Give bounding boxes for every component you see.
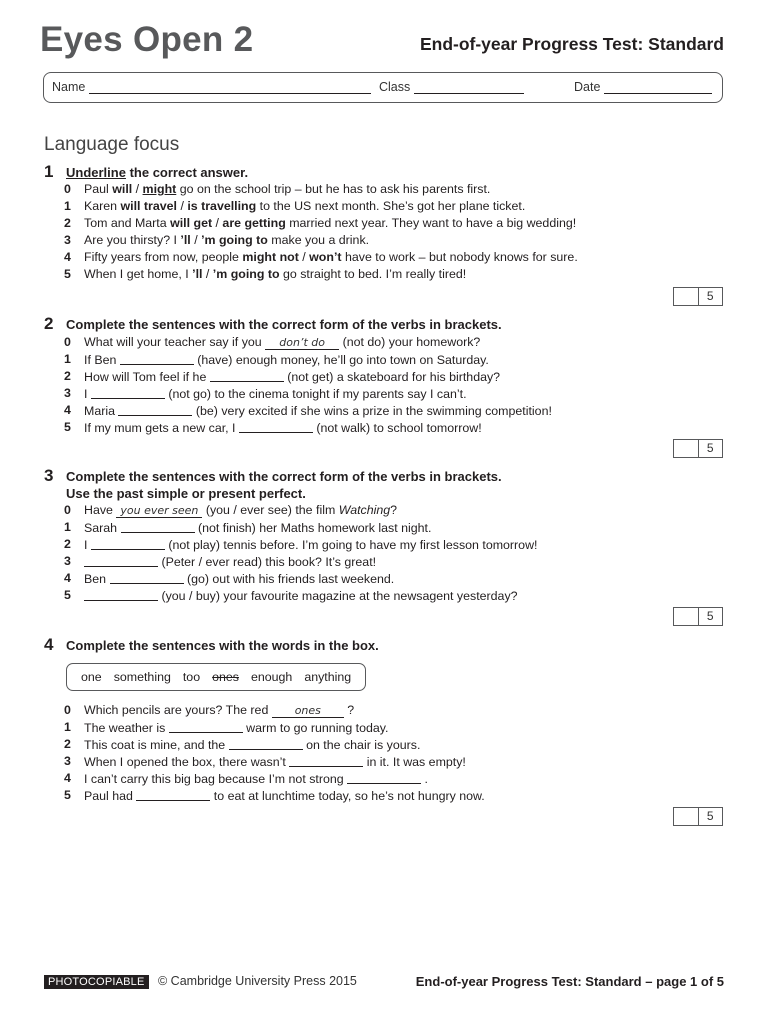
score-entry[interactable]: [674, 288, 698, 305]
class-line[interactable]: [414, 80, 524, 94]
photocopiable-badge: PHOTOCOPIABLE: [44, 975, 149, 989]
item-number: 3: [64, 233, 71, 247]
sentence-end: to eat at lunchtime today, so he’s not hungry now.: [210, 789, 485, 803]
word-box-word: one: [81, 670, 102, 684]
sentence-start: Sarah: [84, 521, 121, 535]
item-text[interactable]: Fifty years from now, people might not / won’t have to work – but nobody knows for sure.: [84, 250, 578, 264]
item-text: [84, 587, 518, 605]
item-text: [84, 770, 428, 788]
item-text[interactable]: When I get home, I ’ll / ’m going to go straight to bed. I’m really tired!: [84, 267, 467, 281]
sentence-start: Ben: [84, 572, 110, 586]
word-box-word: anything: [304, 670, 352, 684]
word-box-word: enough: [250, 670, 293, 684]
exercise-2-score-box: [673, 439, 723, 458]
instruction-line-2: Use the past simple or present perfect.: [66, 485, 306, 501]
example-answer: you ever seen: [116, 505, 202, 518]
sentence-end: (you / ever see) the film: [202, 503, 339, 517]
sentence-start: Paul had: [84, 789, 137, 803]
word-box-word: too: [182, 670, 201, 684]
item-number: 3: [64, 754, 71, 768]
answer-blank[interactable]: [210, 369, 284, 382]
sentence-end: (be) very excited if she wins a prize in the swimming competition!: [192, 404, 552, 418]
item-number: 5: [64, 588, 71, 602]
answer-blank[interactable]: [120, 352, 194, 365]
sentence-end: in it. It was empty!: [363, 755, 466, 769]
score-max: 5: [698, 608, 723, 625]
sentence-end: .: [421, 772, 428, 786]
item-number: 2: [64, 369, 71, 383]
exercise-1-number: 1: [44, 162, 54, 181]
item-text: [84, 719, 389, 737]
item-number: 5: [64, 267, 71, 281]
item-number: 3: [64, 554, 71, 568]
sentence-start: How will Tom feel if he: [84, 370, 210, 384]
example-answer: don’t do: [265, 337, 339, 350]
answer-blank[interactable]: [84, 554, 158, 567]
exercise-3-instruction: [66, 469, 502, 502]
exercise-2-number: 2: [44, 314, 54, 333]
sentence-end: (not walk) to school tomorrow!: [312, 421, 482, 435]
score-max: 5: [698, 288, 723, 305]
date-line[interactable]: [604, 80, 712, 94]
sentence-end: (not finish) her Maths homework last night.: [194, 521, 432, 535]
item-number: 0: [64, 503, 71, 517]
score-max: 5: [698, 440, 723, 457]
sentence-end: ?: [390, 503, 398, 517]
sentence-end: ?: [343, 703, 355, 717]
answer-blank[interactable]: [239, 420, 313, 433]
sentence-end: (go) out with his friends last weekend.: [183, 572, 395, 586]
sentence-end: on the chair is yours.: [302, 738, 421, 752]
exercise-1-score-box: [673, 287, 723, 306]
exercise-4-instruction: Complete the sentences with the words in the box.: [66, 638, 379, 653]
answer-blank[interactable]: [121, 520, 195, 533]
sentence-end: (not get) a skateboard for his birthday?: [283, 370, 501, 384]
section-title: Language focus: [44, 134, 180, 155]
sentence-start: I can’t carry this big bag because I’m not strong: [84, 772, 348, 786]
date-field[interactable]: [574, 80, 712, 94]
exercise-2-instruction: Complete the sentences with the correct form of the verbs in brackets.: [66, 317, 502, 332]
exercise-3-score-box: [673, 607, 723, 626]
item-text: [84, 536, 537, 554]
sentence-start: Maria: [84, 404, 119, 418]
word-box-word: ones: [212, 670, 239, 684]
answer-blank[interactable]: [289, 754, 363, 767]
answer-blank[interactable]: [118, 403, 192, 416]
answer-blank[interactable]: [91, 537, 165, 550]
item-number: 5: [64, 420, 71, 434]
name-label: Name: [52, 80, 86, 94]
answer-blank[interactable]: [91, 386, 165, 399]
item-text: [84, 368, 500, 386]
item-number: 0: [64, 335, 71, 349]
word-box-word: something: [113, 670, 171, 684]
item-text: [84, 702, 354, 719]
exercise-4-number: 4: [44, 635, 54, 654]
exercise-3-number: 3: [44, 466, 54, 485]
sentence-start: If my mum gets a new car, I: [84, 421, 239, 435]
date-label: Date: [574, 80, 601, 94]
item-number: 4: [64, 571, 71, 585]
item-text: [84, 351, 489, 369]
sentence-end: (not play) tennis before. I’m going to have my first lesson tomorrow!: [164, 538, 538, 552]
sentence-end: warm to go running today.: [242, 721, 389, 735]
name-field[interactable]: [52, 80, 371, 94]
exercise-4-score-box: [673, 807, 723, 826]
item-text: [84, 753, 466, 771]
item-text[interactable]: Tom and Marta will get / are getting married next year. They want to have a big wedding!: [84, 216, 577, 230]
item-number: 4: [64, 403, 71, 417]
sentence-start: When I opened the box, there wasn’t: [84, 755, 290, 769]
item-number: 1: [64, 199, 71, 213]
example-answer: ones: [272, 705, 344, 718]
item-text[interactable]: Karen will travel / is travelling to the US next month. She’s got her plane ticket.: [84, 199, 526, 213]
item-text: [84, 736, 420, 754]
name-line[interactable]: [89, 80, 371, 94]
item-text: [84, 787, 485, 805]
item-text: [84, 519, 431, 537]
answer-blank[interactable]: [136, 788, 210, 801]
item-text[interactable]: Paul will / might go on the school trip – but he has to ask his parents first.: [84, 182, 491, 196]
item-number: 5: [64, 788, 71, 802]
item-number: 4: [64, 250, 71, 264]
sentence-start: Which pencils are yours? The red: [84, 703, 272, 717]
item-number: 2: [64, 216, 71, 230]
test-title: End-of-year Progress Test: Standard: [419, 34, 724, 54]
exercise-1-instruction: [66, 165, 248, 182]
answer-blank[interactable]: [169, 720, 243, 733]
copyright-text: © Cambridge University Press 2015: [158, 974, 357, 988]
item-text: [84, 385, 467, 403]
sentence-end: (you / buy) your favourite magazine at the newsagent yesterday?: [158, 589, 518, 603]
score-entry[interactable]: [674, 608, 698, 625]
item-text: [84, 334, 480, 351]
sentence-end: (Peter / ever read) this book? It’s great!: [158, 555, 377, 569]
sentence-start: I: [84, 538, 91, 552]
item-number: 2: [64, 737, 71, 751]
item-text: [84, 402, 552, 420]
film-title: Watching: [338, 503, 391, 517]
instruction-underline-word: Underline: [66, 165, 126, 180]
item-number: 3: [64, 386, 71, 400]
item-number: 2: [64, 537, 71, 551]
page-footer: End-of-year Progress Test: Standard – page 1 of 5: [415, 974, 724, 989]
word-box: [66, 663, 366, 691]
item-text: [84, 570, 394, 588]
item-text[interactable]: Are you thirsty? I ’ll / ’m going to make you a drink.: [84, 233, 370, 247]
answer-blank[interactable]: [347, 771, 421, 784]
sentence-start: This coat is mine, and the: [84, 738, 229, 752]
sentence-start: Have: [84, 503, 117, 517]
item-number: 4: [64, 771, 71, 785]
score-entry[interactable]: [674, 440, 698, 457]
answer-blank[interactable]: [229, 737, 303, 750]
instruction-rest: the correct answer.: [125, 165, 249, 180]
sentence-start: The weather is: [84, 721, 169, 735]
class-label: Class: [379, 80, 411, 94]
sentence-end: (not do) your homework?: [339, 335, 481, 349]
item-number: 1: [64, 520, 71, 534]
answer-blank[interactable]: [110, 571, 184, 584]
answer-blank[interactable]: [84, 588, 158, 601]
item-number: 0: [64, 703, 71, 717]
score-max: 5: [698, 808, 723, 825]
sentence-end: (have) enough money, he’ll go into town on Saturday.: [193, 353, 489, 367]
sentence-start: If Ben: [84, 353, 120, 367]
item-text: [84, 419, 482, 437]
item-number: 1: [64, 720, 71, 734]
score-entry[interactable]: [674, 808, 698, 825]
item-text: [84, 553, 376, 571]
instruction-line-1: Complete the sentences with the correct form of the verbs in brackets.: [66, 469, 502, 484]
sentence-end: (not go) to the cinema tonight if my parents say I can’t.: [164, 387, 467, 401]
item-text: [84, 502, 397, 519]
item-number: 1: [64, 352, 71, 366]
student-info-row: [52, 80, 712, 96]
class-field[interactable]: [379, 80, 524, 94]
sentence-start: I: [84, 387, 91, 401]
brand-title: Eyes Open 2: [40, 20, 254, 59]
item-number: 0: [64, 182, 71, 196]
sentence-start: What will your teacher say if you: [84, 335, 266, 349]
